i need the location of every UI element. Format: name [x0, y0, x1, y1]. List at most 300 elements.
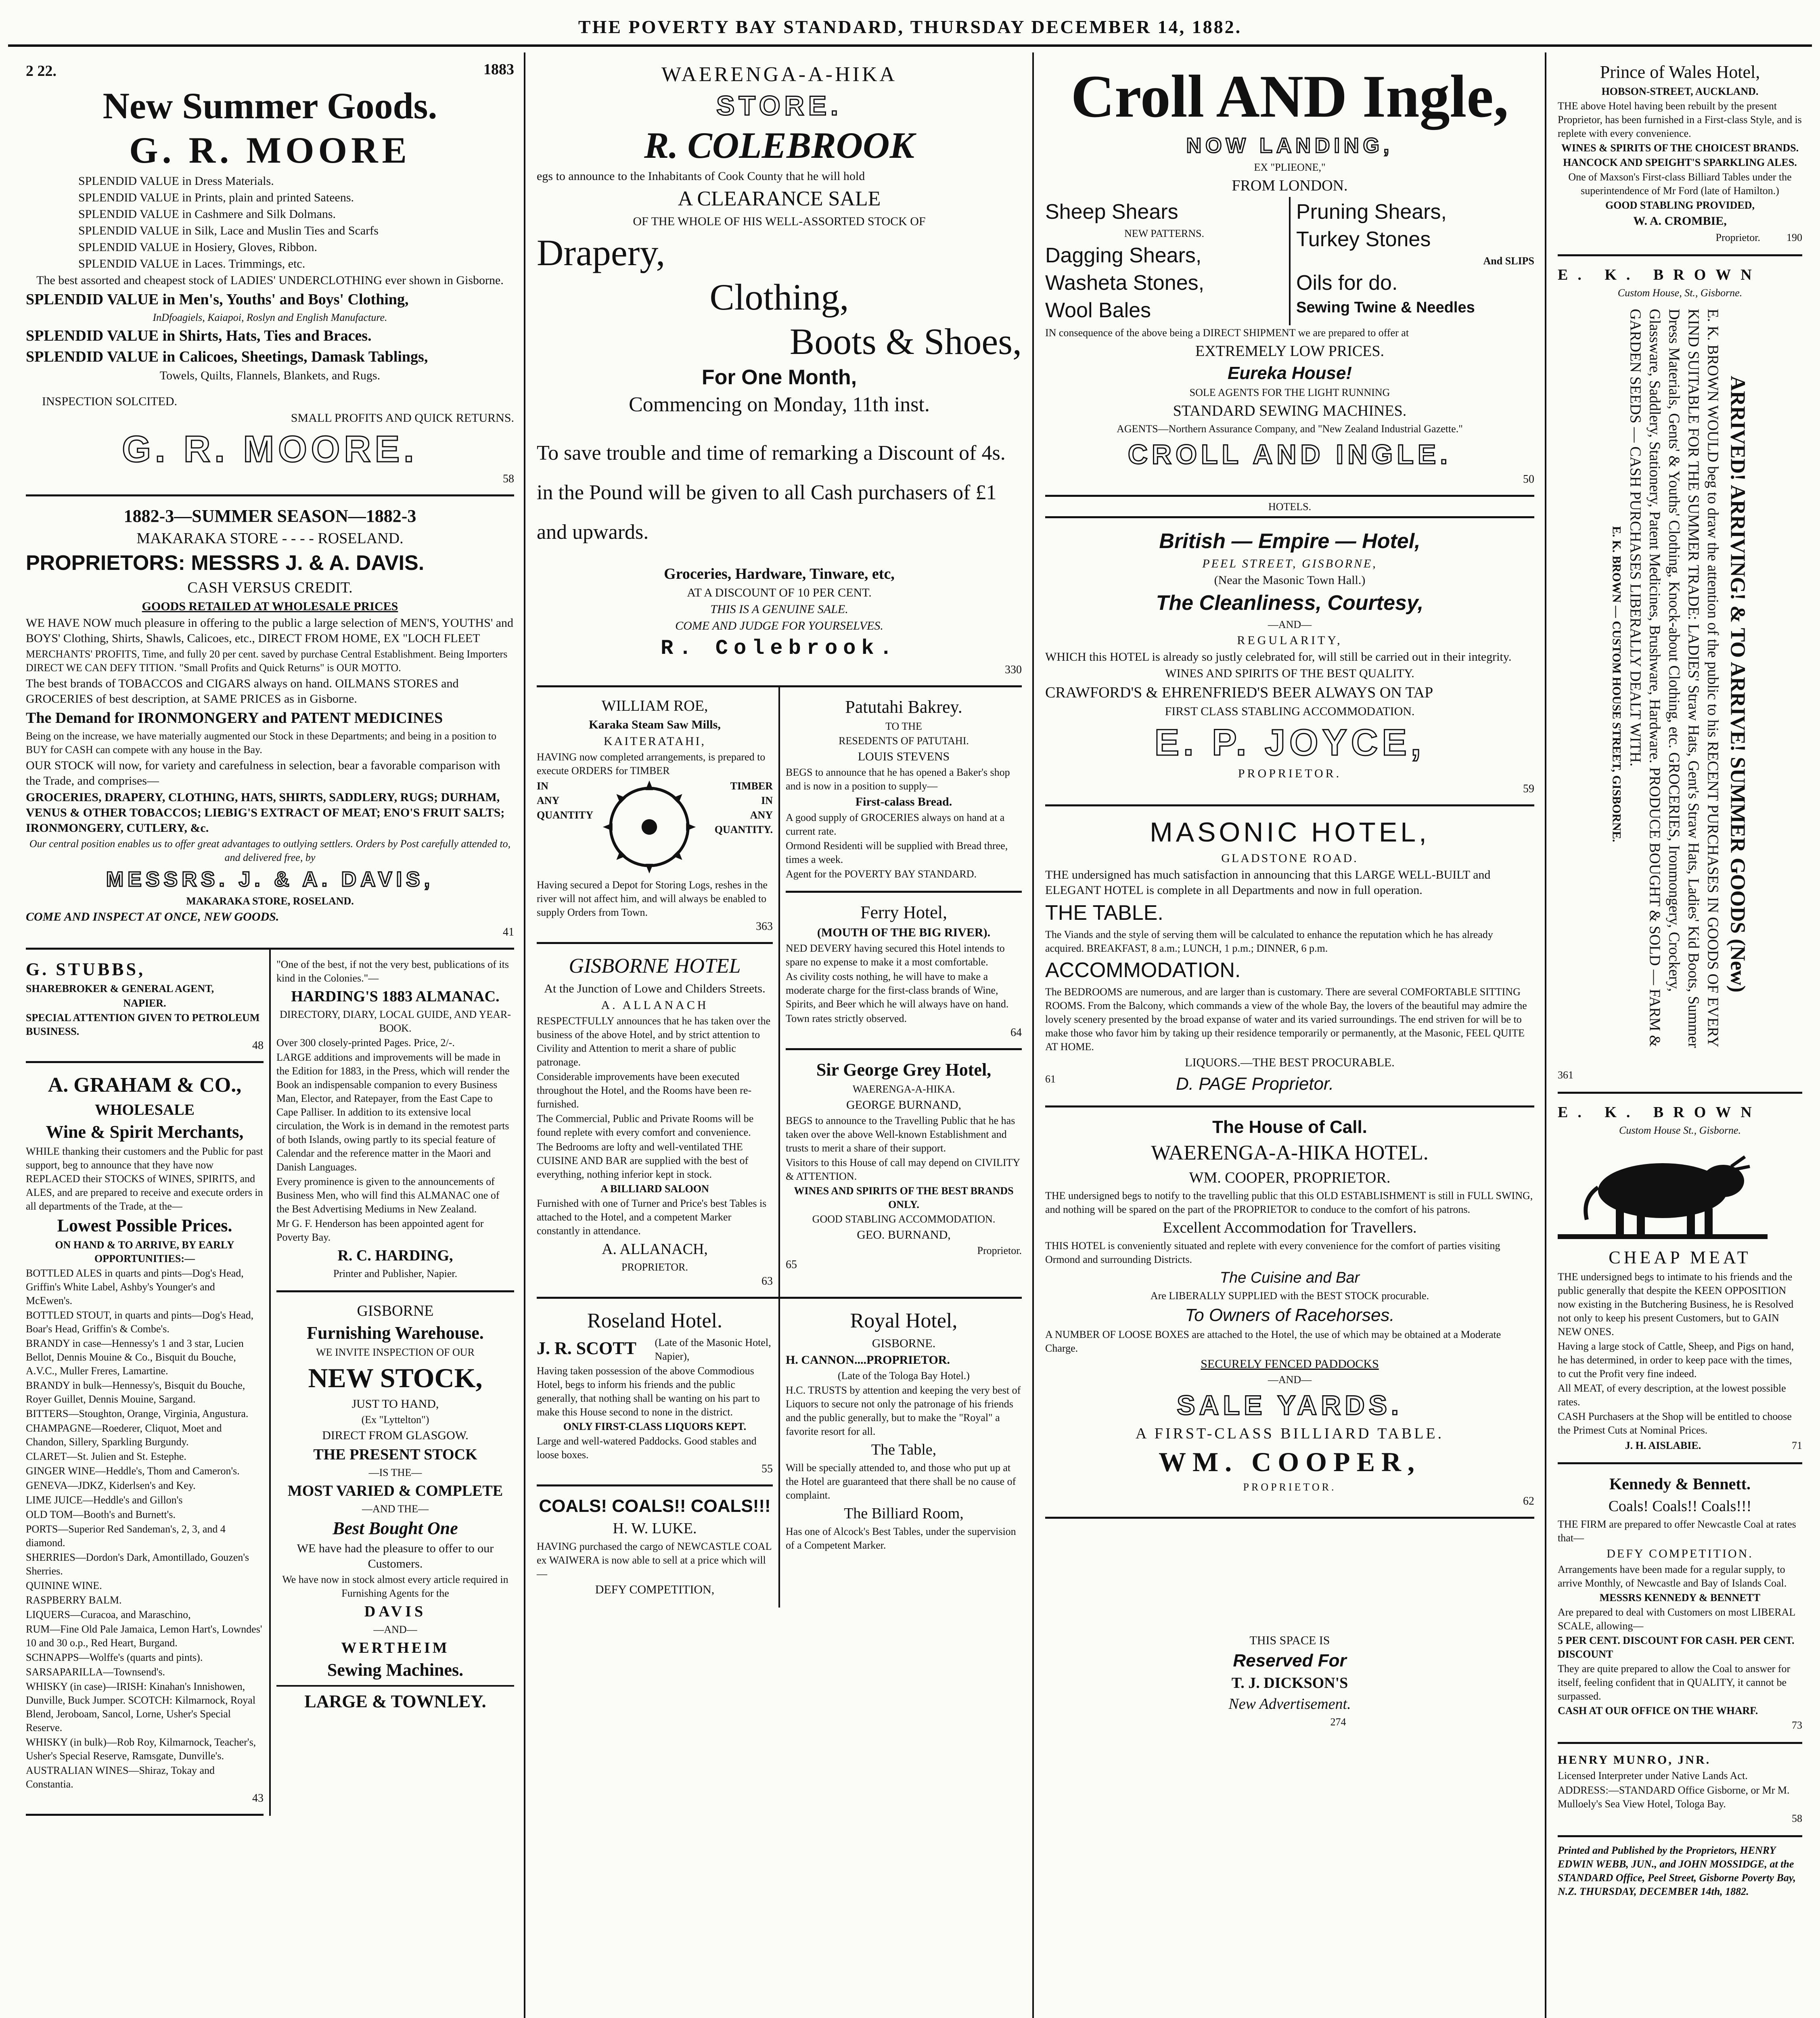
furnishing-best: Best Bought One [333, 1518, 458, 1538]
furnishing-title: Furnishing Warehouse. [307, 1323, 484, 1343]
patutahi-body: Ormond Residenti will be supplied with Bread three, times a week. [786, 840, 1008, 865]
davis-footer: MESSRS. J. & A. DAVIS, [106, 868, 434, 891]
roe-place: KAITERATAHI, [603, 735, 706, 748]
gisborne-hotel-body: Furnished with one of Turner and Price's best Tables is attached to the Hotel, and a competent Marker constantly in attendance. [537, 1197, 767, 1237]
royal-late: (Late of the Tologa Bay Hotel.) [838, 1370, 970, 1382]
luke-body: HAVING purchased the cargo of NEWCASTLE COAL ex WAIWERA is now able to sell at a price which will— [537, 1541, 772, 1580]
royal-advert [786, 1299, 1022, 1562]
waerenga-supplied: Are LIBERALLY SUPPLIED with the BEST STOCK procurable. [1150, 1290, 1429, 1302]
royal-title: Royal Hotel, [850, 1309, 958, 1332]
furnishing-footer: LARGE & TOWNLEY. [304, 1691, 486, 1711]
moore-big-line: SPLENDID VALUE in Men's, Youths' and Boys' Clothing, [26, 291, 409, 308]
masonic-table-body: The Viands and the style of serving them will be calculated to enhance the reputation which he has already acquired. BREAKFAST, 8 a.m.; LUNCH, 1 p.m.; DINNER, 6 p.m. [1045, 929, 1493, 954]
advert-number: 58 [503, 473, 514, 485]
harding-body: LARGE additions and improvements will be made in the Edition for 1883, in the Press, which will render the Book an indispensable companion to every Business Man, Elector, and Ratepayer, from the East Cape to Cape Palliser. In addition to its extensive local circulation, the Work is in demand in the remotest parts of both Islands, owing partly to its special feature of Calendar and the reference matter in the Maori and Danish Languages. [276, 1051, 510, 1173]
waerenga-billiard: A FIRST-CLASS BILLIARD TABLE. [1135, 1425, 1444, 1442]
moore-top-right: 1883 [483, 61, 514, 78]
davis-body: The best brands of TOBACCOS and CIGARS always on hand. OILMANS STORES and GROCERIES of best description, at SAME PRICES as in Gisborne. [26, 677, 459, 705]
graham-item: SHERRIES—Dordon's Dark, Amontillado, Gouzen's Sherries. [26, 1551, 249, 1577]
furnishing-just: JUST TO HAND, [351, 1397, 439, 1411]
brown-vertical-block [1558, 301, 1802, 1068]
prince-ales: HANCOCK AND SPEIGHT'S SPARKLING ALES. [1563, 157, 1797, 168]
roe-timber-graphic [537, 779, 773, 877]
davis-store2: MAKARAKA STORE, ROSELAND. [186, 895, 354, 907]
british-near: (Near the Masonic Town Hall.) [1214, 574, 1366, 587]
masonic-sign: D. PAGE Proprietor. [1176, 1074, 1334, 1094]
roseland-only: ONLY FIRST-CLASS LIQUORS KEPT. [563, 1421, 747, 1432]
davis-cash: CASH VERSUS CREDIT. [187, 579, 353, 596]
british-name: E. P. JOYCE, [1154, 722, 1425, 763]
graham-lowest: Lowest Possible Prices. [57, 1216, 232, 1235]
gisborne-hotel-advert [537, 944, 773, 1297]
grey-title: Sir George Grey Hotel, [816, 1060, 992, 1080]
croll-title: Croll AND Ingle, [1071, 63, 1509, 130]
graham-item: CLARET—St. Julien and St. Estephe. [26, 1451, 186, 1462]
masthead: THE POVERTY BAY STANDARD, THURSDAY DECEMBER 14, 1882. [578, 17, 1242, 37]
prince-name: W. A. CROMBIE, [1633, 214, 1727, 228]
column-4 [1548, 52, 1812, 2018]
croll-left-item: NEW PATTERNS. [1124, 228, 1204, 239]
furnishing-ex: (Ex "Lyttelton") [361, 1414, 429, 1426]
moore-line: SPLENDID VALUE in Laces. Trimmings, etc. [78, 257, 305, 270]
brown-name2: E. K. BROWN [1558, 1104, 1761, 1121]
roe-body: HAVING now completed arrangements, is prepared to execute ORDERS for TIMBER [537, 751, 766, 777]
moore-big-line: InDfoagiels, Kaiapoi, Roslyn and English Manufacture. [153, 312, 387, 323]
stubbs-harding-row [26, 950, 514, 1816]
croll-right-item: Pruning Shears, [1296, 200, 1447, 224]
davis-demand: The Demand for IRONMONGERY and PATENT MEDICINES [26, 710, 443, 726]
graham-item: BRANDY in case—Hennessy's 1 and 3 star, Lucien Bellot, Dennis Mouine & Co., Bisquit du Bouche, A.V.C., Muller Freres, Lamartine. [26, 1338, 244, 1377]
roe-name: WILLIAM ROE, [601, 697, 708, 714]
advert-number: 363 [756, 920, 773, 933]
ferry-title: Ferry Hotel, [860, 902, 948, 922]
royal-table: The Table, [871, 1441, 937, 1458]
waerenga-cuisine: The Cuisine and Bar [1220, 1269, 1360, 1286]
croll-left-item: Washeta Stones, [1045, 271, 1205, 295]
advert-number: 190 [1787, 232, 1802, 243]
prince-street: HOBSON-STREET, AUCKLAND. [1601, 86, 1759, 97]
luke-name: H. W. LUKE. [613, 1520, 697, 1537]
harding-pages: Over 300 closely-printed Pages. Price, 2/-. [276, 1037, 455, 1049]
harding-body: Every prominence is given to the announcements of Business Men, who will find this ALMANAC one of the Best Advertising Mediums in New Zealand. [276, 1176, 500, 1215]
roseland-name-row [537, 1336, 773, 1363]
prince-stabling: GOOD STABLING PROVIDED, [1605, 199, 1755, 211]
prince-title: Prince of Wales Hotel, [1600, 62, 1760, 82]
kennedy-advert [1558, 1464, 1802, 1744]
masonic-table-head: THE TABLE. [1045, 901, 1163, 925]
kennedy-body: Arrangements have been made for a regular supply, to arrive Monthly, of Newcastle and Bay of Islands Coal. [1558, 1564, 1787, 1589]
aislabie-body: THE undersigned begs to intimate to his friends and the public generally that despite the KEEN OPPOSITION now existing in the Butchering Business, he is Resolved not only to keep his present Customers, but to GAIN NEW ONES. [1558, 1271, 1794, 1338]
british-beer: CRAWFORD'S & EHRENFRIED'S BEER ALWAYS ON TAP [1045, 684, 1433, 701]
british-prop: PROPRIETOR. [1238, 767, 1342, 780]
croll-from: FROM LONDON. [1232, 177, 1348, 194]
colebrook-boots: Boots & Shoes, [789, 321, 1022, 362]
roseland-name: J. R. SCOTT [537, 1338, 636, 1358]
patutahi-to: TO THE [885, 720, 922, 732]
column-divider [1032, 52, 1034, 2018]
column-3 [1036, 52, 1544, 2018]
colebrook-groceries: Groceries, Hardware, Tinware, etc, [664, 565, 895, 582]
patutahi-body: BEGS to announce that he has opened a Baker's shop and is now in a position to supply— [786, 766, 1010, 792]
furnishing-and2: —AND— [373, 1624, 417, 1635]
aislabie-body: Having a large stock of Cattle, Sheep, and Pigs on hand, he has determined, in order to keep pace with the times, to cut the Profit very fine indeed. [1558, 1340, 1794, 1380]
advert-number: 50 [1523, 473, 1534, 486]
moore-footer: G. R. MOORE. [122, 429, 418, 470]
graham-arrive: ON HAND & TO ARRIVE, BY EARLY OPPORTUNITIES:— [55, 1239, 234, 1264]
gisborne-hotel-title: GISBORNE HOTEL [569, 955, 741, 978]
prince-prop: Proprietor. [1715, 232, 1760, 243]
colebrook-sale: A CLEARANCE SALE [678, 187, 881, 210]
harding-sub: DIRECTORY, DIARY, LOCAL GUIDE, AND YEAR-BOOK. [280, 1009, 511, 1034]
furnishing-direct: DIRECT FROM GLASGOW. [322, 1429, 469, 1442]
stubbs-name: G. STUBBS, [26, 959, 145, 979]
croll-right-item: And SLIPS [1483, 255, 1534, 267]
graham-item: RUM—Fine Old Pale Jamaica, Lemon Hart's, Lowndes' 10 and 30 o.p., Red Heart, Burgand. [26, 1623, 262, 1649]
aislabie-body: All MEAT, of every description, at the lowest possible rates. [1558, 1382, 1786, 1408]
graham-item: AUSTRALIAN WINES—Shiraz, Tokay and Constantia. [26, 1765, 215, 1790]
colebrook-commencing: Commencing on Monday, 11th inst. [629, 393, 930, 416]
ferry-body: NED DEVERY having secured this Hotel intends to spare no expense to make it a most comfortable. [786, 942, 1005, 968]
furnishing-sewing: Sewing Machines. [327, 1660, 464, 1680]
british-body: WHICH this HOTEL is already so justly celebrated for, will still be carried out in their integrity. [1045, 650, 1512, 664]
ferry-sub: (MOUTH OF THE BIG RIVER). [817, 926, 991, 939]
patutahi-advert [786, 687, 1022, 893]
advert-number: 48 [252, 1039, 264, 1052]
waerenga-body: THIS HOTEL is conveniently situated and replete with every convenience for the comfort of parties visiting Ormond and surrounding Districts. [1045, 1240, 1500, 1265]
roe-in-left: IN [537, 780, 548, 792]
kennedy-body: They are quite prepared to allow the Coal to answer for itself, feeling confident that in QUALITY, it cannot be surpassed. [1558, 1663, 1791, 1702]
harding-title: HARDING'S 1883 ALMANAC. [291, 988, 500, 1005]
grey-place: WAERENGA-A-HIKA. [852, 1083, 955, 1095]
moore-name: G. R. MOORE [129, 130, 411, 171]
roe-mills: Karaka Steam Saw Mills, [589, 718, 721, 731]
waerenga-name: WM. COOPER, [1158, 1447, 1421, 1477]
kennedy-title: Kennedy & Bennett. [1609, 1475, 1751, 1493]
roe-advert [537, 687, 773, 944]
roe-any-right: ANY [750, 809, 773, 821]
grey-prop: Proprietor. [977, 1245, 1022, 1256]
waerenga-and: —AND— [1268, 1374, 1312, 1386]
column-2 [527, 52, 1031, 2018]
advert-number: 71 [1792, 1440, 1802, 1451]
graham-name: A. GRAHAM & CO., [48, 1074, 242, 1097]
moore-top-left: 2 22. [26, 63, 56, 80]
royal-body: H.C. TRUSTS by attention and keeping the very best of Liquors to secure not only the patronage of his friends and the public generally, but to make the "Royal" a favorite resort for all. [786, 1384, 1021, 1437]
moore-line: SPLENDID VALUE in Cashmere and Silk Dolmans. [78, 207, 336, 221]
brown-name: E. K. BROWN [1558, 266, 1761, 283]
masonic-advert [1045, 806, 1534, 1107]
brown-vertical-body: E. K. BROWN WOULD beg to draw the attention of the public to his RECENT PURCHASES IN GOODS OF EVERY KIND SUITABLE FOR THE SUMMER TRADE: LADIES' Straw Hats, Gent's Straw Hats, Ladies' Kid Boots, Summer Dress Materials, Gents' & Youths' Clothing, Knock-about Clothing, etc. GROCERIES, Ironmongery, Crockery, Glassware, Saddlery, Stationery, Patent Medicines, Brushware, Hardware. PRODUCE BOUGHT & SOLD — FARM & GARDEN SEEDS — CASH PURCHASES LIBERALLY DEALT WITH. [1627, 309, 1722, 1048]
dickson-name: T. J. DICKSON'S [1231, 1675, 1348, 1691]
waerenga-sale: SALE YARDS. [1177, 1390, 1403, 1421]
ferry-body: As civility costs nothing, he will have to make a moderate charge for the first-class brands of Wine, Spirits, and Beer which he will always have on hand. [786, 971, 1009, 1010]
royal-billiard: The Billiard Room, [844, 1505, 964, 1522]
davis-body: WE HAVE NOW much pleasure in offering to the public a large selection of MEN'S, YOUTHS' and BOYS' Clothing, Shirts, Shawls, Calicoes, etc., DIRECT FROM HOME, EX "LOCH FLEET [26, 616, 514, 645]
davis-central: Our central position enables us to offer great advantages to outlying settlers. Orders by Post carefully attended to, and delivered free, by [29, 838, 511, 863]
colebrook-name: R. COLEBROOK [644, 125, 914, 166]
croll-agents2: AGENTS—Northern Assurance Company, and "New Zealand Industrial Gazette." [1117, 423, 1463, 435]
advert-number: 330 [1005, 664, 1022, 676]
graham-item: RASPBERRY BALM. [26, 1594, 122, 1606]
prince-advert [1558, 52, 1802, 256]
croll-right-item: Oils for do. [1296, 271, 1398, 295]
masonic-liquors: LIQUORS.—THE BEST PROCURABLE. [1185, 1056, 1395, 1069]
moore-title: New Summer Goods. [103, 85, 437, 126]
munro-advert [1558, 1744, 1802, 1837]
waerenga-prop: WM. COOPER, PROPRIETOR. [1189, 1169, 1391, 1186]
bull-icon [1558, 1142, 1768, 1239]
roseland-body: Having taken possession of the above Commodious Hotel, begs to inform his friends and the public generally, that nothing shall be wanting on his part to make this House second to none in the district. [537, 1365, 760, 1418]
patutahi-residents: RESEDENTS OF PATUTAHI. [839, 735, 969, 747]
graham-item: GINGER WINE—Heddle's, Thom and Cameron's. [26, 1465, 240, 1477]
advert-number: 41 [503, 926, 514, 938]
advert-number: 58 [1792, 1813, 1802, 1824]
munro-name: HENRY MUNRO, JNR. [1558, 1753, 1711, 1767]
furnishing-instock: We have now in stock almost every article required in Furnishing Agents for the [282, 1574, 508, 1599]
graham-item: GENEVA—JDKZ, Kiderlsen's and Key. [26, 1480, 196, 1491]
masonic-road: GLADSTONE ROAD. [1221, 852, 1358, 865]
gisborne-hotel-name: A. ALLANACH [601, 999, 709, 1012]
kennedy-body: THE FIRM are prepared to offer Newcastle Coal at rates that— [1558, 1518, 1796, 1544]
colebrook-discount: AT A DISCOUNT OF 10 PER CENT. [687, 586, 872, 599]
colebrook-whole: OF THE WHOLE OF HIS WELL-ASSORTED STOCK OF [633, 215, 926, 228]
munro-role: Licensed Interpreter under Native Lands Act. [1558, 1770, 1748, 1781]
masonic-accom-body: The BEDROOMS are numerous, and are larger than is customary. There are several COMFORTABLE SITTING ROOMS. From the Balcony, which commands a view of the whole Bay, the lovers of the beautiful may admire the lovely scenery presented by the broad expanse of water and its varied surroundings. The end striven for will be to make those who favor him by taking up their residence temporarily or permanently, at the Masonic, FEEL QUITE AT HOME. [1045, 986, 1527, 1053]
moore-underclothing: The best assorted and cheapest stock of LADIES' UNDERCLOTHING ever shown in Gisborne. [36, 274, 504, 287]
furnishing-is: —IS THE— [368, 1467, 422, 1478]
advert-number: 63 [761, 1275, 773, 1287]
dickson-reserved: Reserved For [1233, 1651, 1347, 1671]
graham-item: CHAMPAGNE—Roederer, Cliquot, Moet and Chandon, Sillery, Sparkling Burgundy. [26, 1422, 222, 1448]
croll-right-item: Turkey Stones [1296, 228, 1431, 251]
graham-item: OLD TOM—Booth's and Burnett's. [26, 1509, 176, 1520]
graham-item: SCHNAPPS—Wolffe's (quarts and pints). [26, 1652, 203, 1663]
davis-body: Being on the increase, we have materially augmented our Stock in these Departments; and being in a position to BUY for CASH can compete with any house in the Bay. [26, 730, 497, 756]
graham-wholesale: WHOLESALE [94, 1101, 195, 1118]
prince-body: THE above Hotel having been rebuilt by the present Proprietor, has been furnished in a First-class Style, and is replete with every convenience. [1558, 100, 1802, 139]
graham-item: SARSAPARILLA—Townsend's. [26, 1666, 165, 1678]
roe-in-right: IN [761, 795, 773, 806]
stubbs-advert [26, 950, 264, 1063]
croll-now: NOW LANDING, [1186, 134, 1393, 157]
roseland-title: Roseland Hotel. [587, 1309, 723, 1332]
waerenga-title: WAERENGA-A-HIKA HOTEL. [1151, 1141, 1429, 1164]
col2-row-1 [537, 687, 1022, 1299]
grey-body: Visitors to this House of call may depend on CIVILITY & ATTENTION. [786, 1157, 1020, 1182]
luke-coals: COALS! COALS!! COALS!!! [539, 1496, 771, 1516]
british-title: British — Empire — Hotel, [1159, 530, 1420, 553]
graham-item: WHISKY (in bulk)—Rob Roy, Kilmarnock, Teacher's, Usher's Special Reserve, Ramsgate, Dunville's. [26, 1736, 256, 1762]
graham-item: LIME JUICE—Heddle's and Gillon's [26, 1494, 183, 1506]
graham-body: WHILE thanking their customers and the Public for past support, beg to announce that they have now REPLACED their STOCKS of WINES, SPIRITS, and ALES, and are prepared to receive and execute orders in all departments of the Trade, at the— [26, 1145, 263, 1212]
gisborne-hotel-prop: PROPRIETOR. [621, 1261, 688, 1273]
british-cleanliness: The Cleanliness, Courtesy, [1156, 591, 1424, 615]
gisborne-hotel-body: The Commercial, Public and Private Rooms will be found replete with every comfort and convenience. [537, 1113, 754, 1138]
kennedy-names: MESSRS KENNEDY & BENNETT [1599, 1592, 1761, 1604]
luke-defy: DEFY COMPETITION, [595, 1583, 715, 1596]
advert-number: 65 [786, 1258, 797, 1271]
colebrook-month: For One Month, [701, 366, 857, 389]
gisborne-hotel-body: RESPECTFULLY announces that he has taken over the business of the above Hotel, and by strict attention to Civility and Attention to merit a share of public patronage. [537, 1015, 771, 1068]
aislabie-body: CASH Purchasers at the Shop will be entitled to choose the Primest Cuts at Nominal Prices. [1558, 1411, 1792, 1436]
kennedy-office: CASH AT OUR OFFICE ON THE WHARF. [1558, 1705, 1758, 1717]
dickson-advert [1045, 1519, 1534, 1729]
graham-item: PORTS—Superior Red Sandeman's, 2, 3, and 4 diamond. [26, 1523, 226, 1549]
davis-body: MERCHANTS' PROFITS, Time, and fully 20 per cent. saved by purchase Central Establishment. Being Importers DIRECT WE CAN DEFY TITION. "Small Profits and Quick Returns" is OUR MOTTO. [26, 648, 508, 674]
col2-row-2 [537, 1299, 1022, 1608]
british-place: PEEL STREET, GISBORNE, [1202, 557, 1377, 570]
davis-proprietors: PROPRIETORS: MESSRS J. & A. DAVIS. [26, 551, 425, 575]
furnishing-advert [276, 1292, 514, 1723]
graham-item: WHISKY (in case)—IRISH: Kinahan's Innishowen, Dunville, Buck Jumper. SCOTCH: Kilmarnock, Royal Blend, Jeroboam, Sancol, Lorne, Usher's Special Reserve. [26, 1681, 256, 1733]
royal-table-body: Will be specially attended to, and those who put up at the Hotel are guaranteed that there shall be no cause of complaint. [786, 1462, 1016, 1501]
imprint: Printed and Published by the Proprietors, HENRY EDWIN WEBB, JUN., and JOHN MOSSIDGE, at the STANDARD Office, Peel Street, Gisborne Poverty Bay, N.Z. THURSDAY, DECEMBER 14th, 1882. [1558, 1844, 1796, 1897]
waerenga-paddocks: SECURELY FENCED PADDOCKS [1201, 1357, 1379, 1371]
kennedy-discount: 5 PER CENT. DISCOUNT FOR CASH. PER CENT. DISCOUNT [1558, 1635, 1795, 1660]
moore-line: SPLENDID VALUE in Prints, plain and printed Sateens. [78, 191, 354, 204]
british-advert [1045, 519, 1534, 806]
kennedy-defy: DEFY COMPETITION. [1607, 1547, 1753, 1560]
roseland-body: Large and well-watered Paddocks. Good stables and loose boxes. [537, 1435, 757, 1461]
moore-advert [26, 52, 514, 496]
dickson-new: New Advertisement. [1228, 1696, 1351, 1712]
furnishing-and: —AND THE— [362, 1503, 429, 1515]
davis-store: MAKARAKA STORE - - - - ROSELAND. [136, 530, 404, 547]
grey-advert [786, 1050, 1022, 1280]
masonic-title: MASONIC HOTEL, [1150, 817, 1430, 848]
aislabie-name: J. H. AISLABIE. [1625, 1440, 1701, 1451]
furnishing-present: THE PRESENT STOCK [313, 1446, 477, 1463]
davis-goods: GOODS RETAILED AT WHOLESALE PRICES [142, 600, 398, 613]
moore-big-line: SPLENDID VALUE in Calicoes, Sheetings, Damask Tablings, [26, 348, 428, 365]
davis-season: 1882-3—SUMMER SEASON—1882-3 [123, 506, 416, 526]
prince-wines: WINES & SPIRITS OF THE CHOICEST BRANDS. [1561, 142, 1799, 154]
moore-lines [26, 174, 514, 272]
dickson-space: THIS SPACE IS [1249, 1634, 1330, 1647]
colebrook-save: To save trouble and time of remarking a Discount of 4s. in the Pound will be given to all Cash purchasers of £1 and upwards. [537, 442, 1006, 544]
croll-left-item: Dagging Shears, [1045, 244, 1202, 267]
furnishing-invite: WE INVITE INSPECTION OF OUR [316, 1346, 475, 1358]
furnishing-wertheim: WERTHEIM [341, 1639, 450, 1656]
croll-standard: STANDARD SEWING MACHINES. [1173, 402, 1407, 419]
graham-item: BOTTLED STOUT, in quarts and pints—Dog's Head, Boar's Head, Griffin's & Combe's. [26, 1309, 254, 1335]
prince-billiard: One of Maxson's First-class Billiard Tables under the superintendence of Mr Ford (late of Hamilton.) [1568, 171, 1792, 197]
luke-advert [537, 1486, 773, 1608]
graham-merchants: Wine & Spirit Merchants, [46, 1122, 244, 1142]
aislabie-title: CHEAP MEAT [1609, 1248, 1751, 1267]
croll-right-item: Sewing Twine & Needles [1296, 299, 1475, 316]
graham-item: BRANDY in bulk—Hennessy's, Bisquit du Bouche, Royer Guillet, Dennis Mouine, Sargand. [26, 1380, 245, 1405]
colebrook-genuine: THIS IS A GENUINE SALE. [710, 603, 848, 616]
graham-advert [26, 1063, 264, 1816]
advert-number: 43 [252, 1792, 264, 1804]
roe-body2: Having secured a Depot for Storing Logs, reshes in the river will not affect him, and will always be enabled to supply Orders from Town. [537, 879, 768, 918]
waerenga-house: The House of Call. [1212, 1117, 1367, 1137]
patutahi-title: Patutahi Bakrey. [845, 697, 962, 717]
masonic-body: THE undersigned has much satisfaction in announcing that this LARGE WELL-BUILT and ELEGANT HOTEL is complete in all Departments and now in full operation. [1045, 868, 1491, 897]
roe-quantity-left: QUANTITY [537, 809, 594, 821]
british-and: —AND— [1268, 619, 1312, 630]
brown-vertical-text [1608, 309, 1753, 1059]
moore-big-line: SPLENDID VALUE in Shirts, Hats, Ties and Braces. [26, 327, 372, 344]
moore-line: SPLENDID VALUE in Dress Materials. [78, 174, 274, 188]
aislabie-footer-row [1558, 1438, 1802, 1453]
davis-advert [26, 496, 514, 950]
stubbs-role: SHAREBROKER & GENERAL AGENT, [26, 983, 214, 994]
croll-products [1045, 197, 1534, 325]
davis-body: GROCERIES, DRAPERY, CLOTHING, HATS, SHIRTS, SADDLERY, RUGS; DURHAM, VENUS & OTHER TOBACCOS; LIEBIG'S EXTRACT OF MEAT; ENO'S FRUIT SALTS; IRONMONGERY, CUTLERY, &c. [26, 791, 505, 835]
royal-prop: H. CANNON....PROPRIETOR. [786, 1353, 950, 1367]
kennedy-body: Are prepared to deal with Customers on most LIBERAL SCALE, allowing— [1558, 1606, 1795, 1632]
royal-billiard-body: Has one of Alcock's Best Tables, under the supervision of a Competent Marker. [786, 1526, 1016, 1551]
ferry-body: Town rates strictly observed. [786, 1013, 907, 1024]
colebrook-announce: egs to announce to the Inhabitants of Cook County that he will hold [537, 170, 865, 183]
gisborne-hotel-body: Considerable improvements have been executed throughout the Hotel, and the Rooms have been re-furnished. [537, 1071, 752, 1110]
waerenga-body: THE undersigned begs to notify to the travelling public that this OLD ESTABLISHMENT is still in FULL SWING, and nothing will be spared on the part of the PROPRIETOR to conduce to the comfort of his patrons. [1045, 1190, 1533, 1215]
prince-footer-row [1558, 230, 1802, 245]
colebrook-come: COME AND JUDGE FOR YOURSELVES. [675, 619, 883, 632]
brown-place2: Custom House St., Gisborne. [1619, 1124, 1741, 1136]
harding-sign2: Printer and Publisher, Napier. [333, 1268, 458, 1279]
harding-agent: Mr G. F. Henderson has been appointed agent for Poverty Bay. [276, 1218, 484, 1243]
gisborne-hotel-billiard: A BILLIARD SALOON [600, 1183, 709, 1195]
graham-item: BOTTLED ALES in quarts and pints—Dog's Head, Griffin's White Label, Ashby's Younger's and McEwen's. [26, 1267, 244, 1306]
waerenga-hotel-advert [1045, 1107, 1534, 1519]
davis-come: COME AND INSPECT AT ONCE, NEW GOODS. [26, 910, 279, 923]
harding-quote: "One of the best, if not the very best, publications of its kind in the Colonies."— [276, 959, 509, 984]
gisborne-hotel-body: The Bedrooms are lofty and well-ventilated THE CUISINE AND BAR are supplied with the best of everything, nothing inferior kept in stock. [537, 1141, 749, 1180]
divider [276, 1685, 514, 1687]
grey-name: GEORGE BURNAND, [846, 1098, 961, 1112]
waerenga-body: A NUMBER OF LOOSE BOXES are attached to the Hotel, the use of which may be obtained at a Moderate Charge. [1045, 1329, 1501, 1354]
masonic-sign-row [1045, 1072, 1534, 1097]
moore-big-line: Towels, Quilts, Flannels, Blankets, and Rugs. [159, 369, 381, 382]
colebrook-drapery: Drapery, [537, 232, 665, 273]
croll-left-item: Wool Bales [1045, 299, 1151, 322]
advert-number: 361 [1558, 1069, 1573, 1081]
british-wines: WINES AND SPIRITS OF THE BEST QUALITY. [1165, 667, 1414, 680]
furnishing-pleasure: WE have had the pleasure to offer to our Customers. [297, 1542, 494, 1570]
advert-number: 64 [1010, 1026, 1022, 1039]
colebrook-footer: R. Colebrook. [661, 636, 898, 660]
advert-number: 61 [1045, 1073, 1056, 1085]
croll-agents: SOLE AGENTS FOR THE LIGHT RUNNING [1189, 387, 1390, 398]
british-stabling: FIRST CLASS STABLING ACCOMMODATION. [1165, 705, 1415, 718]
moore-line: SPLENDID VALUE in Hosiery, Gloves, Ribbon. [78, 241, 317, 254]
stubbs-place: NAPIER. [123, 997, 166, 1009]
graham-item: LIQUERS—Curacoa, and Maraschino, [26, 1609, 191, 1620]
grey-stabling: GOOD STABLING ACCOMMODATION. [812, 1213, 996, 1225]
croll-footer: CROLL AND INGLE. [1128, 439, 1452, 470]
furnishing-davis: DAVIS [364, 1603, 427, 1620]
croll-left-item: Sheep Shears [1045, 200, 1178, 224]
british-regularity: REGULARITY, [1237, 634, 1343, 647]
column-divider [524, 52, 525, 2018]
furnishing-place: GISBORNE [357, 1302, 434, 1319]
grey-wines: WINES AND SPIRITS OF THE BEST BRANDS ONLY. [794, 1185, 1014, 1210]
roe-quantity-right: QUANTITY. [714, 824, 773, 835]
roe-any-left: ANY [537, 795, 560, 806]
graham-item: QUININE WINE. [26, 1580, 102, 1591]
brown-vertical-footer: E. K. BROWN — CUSTOM HOUSE STREET, GISBORNE. [1610, 526, 1623, 842]
hotels-label: HOTELS. [1045, 498, 1534, 518]
masonic-accom-head: ACCOMMODATION. [1045, 959, 1241, 982]
moore-line: SPLENDID VALUE in Silk, Lace and Muslin Ties and Scarfs [78, 224, 379, 237]
colebrook-title: WAERENGA-A-HIKA [661, 63, 897, 86]
brown-place: Custom House, St., Gisborne. [1617, 287, 1743, 299]
colebrook-clothing: Clothing, [709, 276, 849, 318]
advert-number: 73 [1792, 1719, 1802, 1731]
